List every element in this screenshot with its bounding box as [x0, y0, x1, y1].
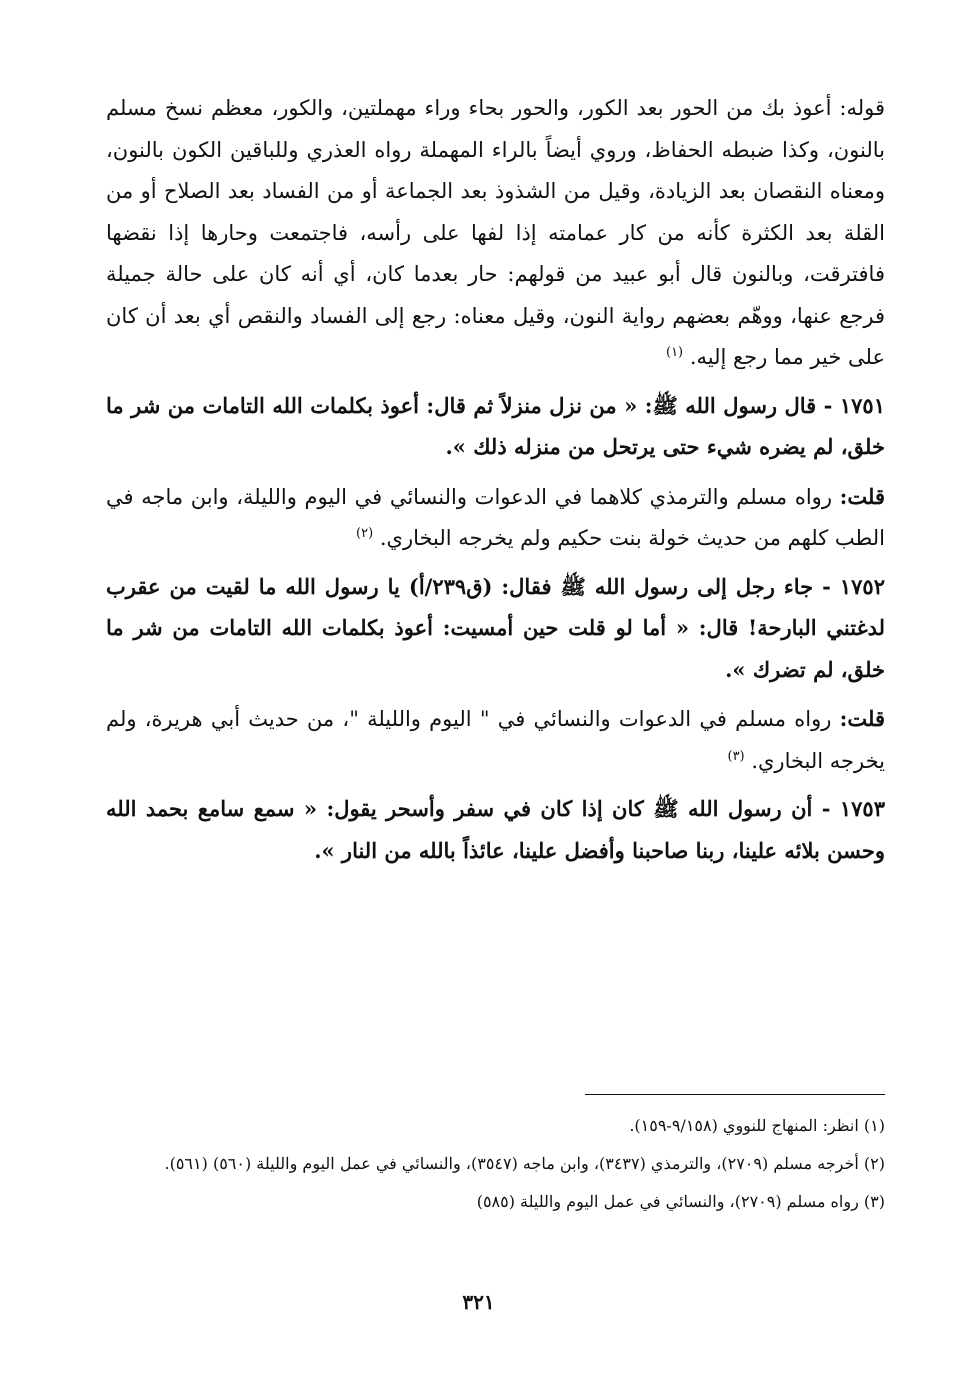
- footnote-reference: (١): [665, 345, 684, 360]
- footnote-2: (٢) أخرجه مسلم (٢٧٠٩)، والترمذي (٣٤٣٧)، وابن ماجه (٣٥٤٧)، والنسائي في عمل اليوم والليلة (٥٦٠) (٥٦١).: [164, 1154, 885, 1173]
- hadith-text: ١٧٥٢ - جاء رجل إلى رسول الله ﷺ فقال: (ق٢٣٩/أ) يا رسول الله ما لقيت من عقرب لدغتني البارحة! قال: « أما لو قلت حين أمسيت: أعوذ بكلمات الله التامات من شر ما خلق، لم تضرك ».: [106, 573, 885, 682]
- hadith-1752: [106, 566, 885, 691]
- footnotes: [105, 1094, 885, 1225]
- commentary-lead: قلت:: [839, 483, 885, 509]
- hadith-text: ١٧٥٣ - أن رسول الله ﷺ كان إذا كان في سفر وأسحر يقول: « سمع سامع بحمد الله وحسن بلائه علينا، ربنا صاحبنا وأفضل علينا، عائذاً بالله من النار ».: [106, 796, 885, 863]
- paragraph-text: قوله: أعوذ بك من الحور بعد الكور، والحور بحاء وراء مهملتين، والكور، معظم نسخ مسلم بالنون، وكذا ضبطه الحفاظ، وروي أيضاً بالراء المهملة رواه العذري وللباقين الكون بالنون، ومعناه النقصان بعد الزيادة، وقيل من الشذوذ بعد الجماعة أو من الفساد بعد الصلاح أو من القلة بعد الكثرة كأنه من كار عمامته إذا لفها على رأسه، فاجتمعت وحارها إذا نقضها فافترقت، وبالنون قال أبو عبيد من قولهم: حار بعدما كان، أي أنه كان على حالة جميلة فرجع عنها، ووهّم بعضهم رواية النون، وقيل معناه: رجع إلى الفساد والنقص أي بعد أن كان على خير مما رجع إليه.: [106, 96, 885, 369]
- commentary-1752: [106, 698, 885, 782]
- footnote-1: (١) انظر: المنهاج للنووي (٩/١٥٨-١٥٩).: [629, 1116, 885, 1135]
- footnote-reference: (٢): [356, 526, 374, 541]
- page-number: ٣٢١: [462, 1290, 495, 1314]
- paragraph-text: رواه مسلم والترمذي كلاهما في الدعوات والنسائي في اليوم والليلة، وابن ماجه في الطب كلهم من حديث خولة بنت حكيم ولم يخرجه البخاري.: [106, 484, 885, 550]
- main-text: [106, 88, 885, 871]
- commentary-1751: [106, 476, 885, 560]
- hadith-1751: [106, 385, 885, 468]
- footnote-divider: [585, 1094, 885, 1095]
- commentary-lead: قلت:: [839, 706, 885, 731]
- hadith-text: ١٧٥١ - قال رسول الله ﷺ: « من نزل منزلاً ثم قال: أعوذ بكلمات الله التامات من شر ما خلق، لم يضره شيء حتى يرتحل من منزله ذلك ».: [106, 392, 885, 459]
- commentary-paragraph: [106, 88, 885, 379]
- paragraph-text: رواه مسلم في الدعوات والنسائي في " اليوم والليلة "، من حديث أبي هريرة، ولم يخرجه البخاري.: [106, 707, 885, 773]
- hadith-1753: [106, 788, 885, 871]
- footnote-3: (٣) رواه مسلم (٢٧٠٩)، والنسائي في عمل اليوم والليلة (٥٨٥): [476, 1192, 885, 1211]
- footnote-reference: (٣): [727, 748, 745, 764]
